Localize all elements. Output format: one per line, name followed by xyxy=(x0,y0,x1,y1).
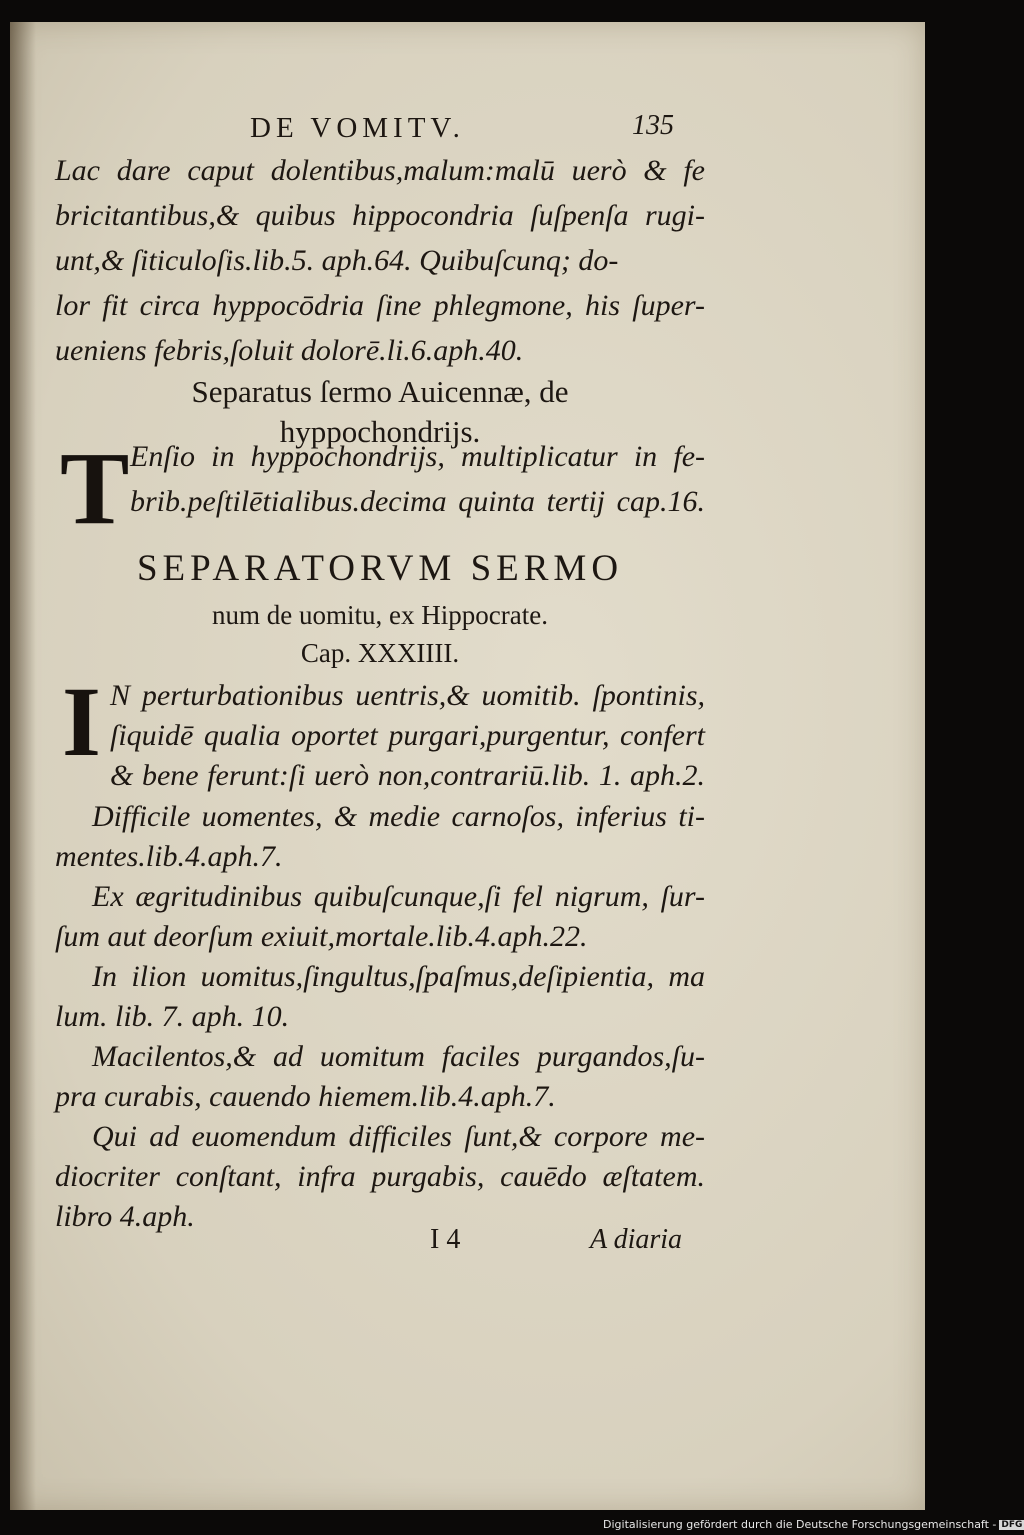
book-page xyxy=(10,22,925,1510)
text-line: unt,& ſiticuloſis.lib.5. aph.64. Quibuſcunq; do- xyxy=(55,244,619,277)
drop-cap: T xyxy=(60,431,130,546)
drop-cap: I xyxy=(62,666,101,777)
text-line: Qui ad euomendum difficiles ſunt,& corpore me- xyxy=(92,1120,705,1153)
text-line: ueniens febris,ſoluit dolorē.li.6.aph.40. xyxy=(55,334,524,367)
catchword: A diaria xyxy=(590,1224,683,1255)
text-line: libro 4.aph. xyxy=(55,1200,195,1233)
text-line: lum. lib. 7. aph. 10. xyxy=(55,1000,290,1033)
subheading-line: Separatus ſermo Auicennæ, de xyxy=(191,374,569,409)
text-line: Difficile uomentes, & medie carnoſos, inferius ti- xyxy=(92,800,705,833)
text-line: ſiquidē qualia oportet purgari,purgentur, confert xyxy=(110,719,705,752)
text-line: mentes.lib.4.aph.7. xyxy=(55,840,283,873)
text-line: Enſio in hyppochondrijs, multiplicatur in fe- xyxy=(130,440,705,473)
text-line: lor fit circa hyppocōdria ſine phlegmone, his ſuper- xyxy=(55,289,705,322)
running-header: DE VOMITV. xyxy=(250,112,465,144)
text-line: Ex ægritudinibus quibuſcunque,ſi fel nigrum, ſur- xyxy=(92,880,705,913)
text-line: brib.peſtilētialibus.decima quinta tertij cap.16. xyxy=(130,485,705,518)
text-line: diocriter conſtant, infra purgabis, cauēdo æſtatem. xyxy=(55,1160,705,1193)
text-line: N perturbationibus uentris,& uomitib. ſpontinis, xyxy=(110,679,705,712)
section-heading: SEPARATORVM SERMO xyxy=(136,548,624,589)
text-line: pra curabis, cauendo hiemem.lib.4.aph.7. xyxy=(55,1080,556,1113)
dfg-logo: DFG xyxy=(1001,1520,1023,1530)
text-line: ſum aut deorſum exiuit,mortale.lib.4.aph.22. xyxy=(55,920,588,953)
credit-text: Digitalisierung gefördert durch die Deutsche Forschungsgemeinschaft - xyxy=(603,1518,997,1531)
digitization-credit xyxy=(603,1518,1024,1534)
text-line: bricitantibus,& quibus hippocondria ſuſpenſa rugi- xyxy=(55,199,705,232)
text-line: & bene ferunt:ſi uerò non,contrariū.lib. 1. aph.2. xyxy=(110,759,705,792)
signature-mark: I 4 xyxy=(430,1224,461,1255)
text-line: In ilion uomitus,ſingultus,ſpaſmus,deſipientia, ma xyxy=(92,960,705,993)
text-line: Lac dare caput dolentibus,malum:malū uerò & fe xyxy=(55,154,705,187)
section-subtitle: num de uomitu, ex Hippocrate. xyxy=(212,600,548,630)
chapter-label: Cap. XXXIIII. xyxy=(300,638,460,668)
text-line: Macilentos,& ad uomitum faciles purgandos,ſu- xyxy=(92,1040,705,1073)
subheading-line: hyppochondrijs. xyxy=(279,414,481,449)
page-number: 135 xyxy=(632,110,674,141)
